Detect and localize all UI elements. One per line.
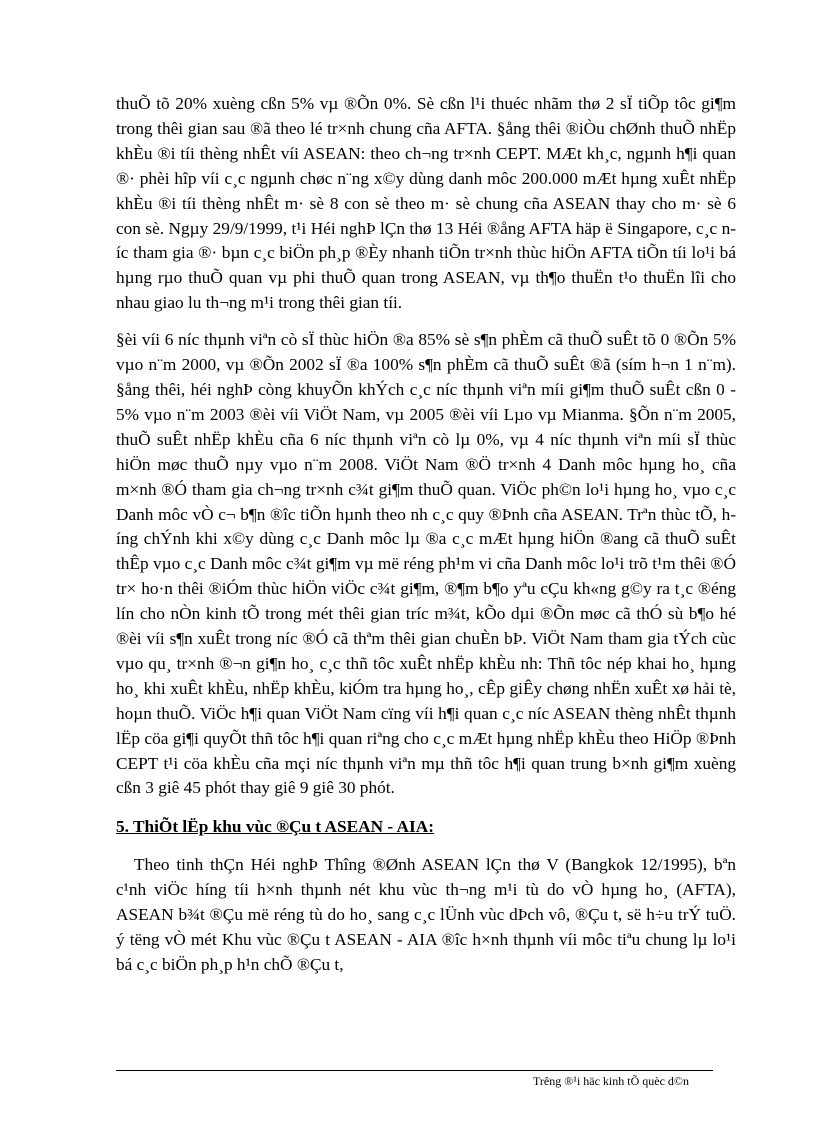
body-paragraph-2: §èi víi 6 níc thµnh viªn cò sÏ thùc hiÖn ®a 85% sè s¶n phÈm cã thuÕ suÊt tõ 0 ®Õn 5% vµo n¨m 2000, vµ ®Õn 2002 sÏ ®a 100% s¶n phÈm cã thuÕ suÊt ®ã (sím h¬n 1 n¨m). §ång thêi, héi nghÞ còng khuyÕn khÝch c¸c níc thµnh viªn míi gi¶m thuÕ suÊt cßn 0 - 5% vµo n¨m 2003 ®èi víi ViÖt Nam, vµ 2005 ®èi víi Lµo vµ Mianma. §Õn n¨m 2005, thuÕ suÊt nhËp khÈu cña 6 níc thµnh viªn cò lµ 0%, vµ 4 níc thµnh viªn míi sÏ thùc hiÖn møc thuÕ nµy vµo n¨m 2008. ViÖt Nam ®Ö tr×nh 4 Danh môc hµng ho¸ cña m×nh ®Ó tham gia ch¬ng tr×nh c¾t gi¶m thuÕ quan. ViÖc ph©n lo¹i hµng ho¸ vµo c¸c Danh môc vÒ c¬ b¶n ®îc tiÕn hµnh theo nh c¸c quy ®Þnh cña ASEAN. Trªn thùc tÕ, híng chÝnh khi x©y dùng c¸c Danh môc lµ ®a c¸c mÆt hµng hiÖn ®ang cã thuÕ suÊt thÊp vµo c¸c Danh môc c¾t gi¶m vµ më réng ph¹m vi cña Danh môc lo¹i trõ t¹m thêi ®Ó tr× ho·n thêi ®iÓm thùc hiÖn viÖc c¾t gi¶m, ®¶m b¶o yªu cÇu kh«ng g©y ra t¸c ®éng lín cho nÒn kinh tÕ trong mét thêi gian tríc m¾t, kÕo dµi ®Õn møc cã thÓ sù b¶o hé ®èi víi s¶n xuÊt trong níc ®Ó cã thªm thêi gian chuÈn bÞ. ViÖt Nam tham gia tÝch cùc vµo qu¸ tr×nh ®¬n gi¶n ho¸ c¸c thñ tôc xuÊt nhËp khÈu nh: Thñ tôc nép khai ho¸ hµng ho¸ khi xuÊt khÈu, nhËp khÈu, kiÓm tra hµng ho¸, cÊp giÊy chøng nhËn xuÊt xø hải tè, hoµn thuÕ. ViÖc h¶i quan ViÖt Nam cïng víi h¶i quan c¸c níc ASEAN thèng nhÊt thµnh lËp cöa gi¶i quyÕt thñ tôc h¶i quan riªng cho c¸c mÆt hµng nhËp khÈu theo HiÖp ®Þnh CEPT t¹i cöa khÈu cña mçi níc thµnh viªn mµ thñ tôc h¶i quan trung b×nh gi¶m xuèng cßn 3 giê 45 phót thay giê 9 giê 30 phót. bbox=[116, 330, 736, 798]
body-paragraph-1: thuÕ tõ 20% xuèng cßn 5% vµ ®Õn 0%. Sè cßn l¹i thuéc nhãm thø 2 sÏ tiÕp tôc gi¶m trong thêi gian sau ®ã theo lé tr×nh chung cña AFTA. §ång thêi ®iÒu chØnh thuÕ nhËp khÈu ®i tíi thèng nhÊt víi ASEAN: theo ch¬ng tr×nh CEPT. MÆt kh¸c, ngµnh h¶i quan ®· phèi hîp víi c¸c ngµnh chøc n¨ng x©y dùng danh môc 200.000 mÆt hµng xuÊt nhËp khÈu ®i tíi thèng nhÊt m· sè 8 con sè theo m· sè chung cña ASEAN thay cho m· sè 6 con sè. Ngµy 29/9/1999, t¹i Héi nghÞ lÇn thø 13 Héi ®ång AFTA häp ë Singapore, c¸c níc tham gia ®· bµn c¸c biÖn ph¸p ®Èy nhanh tiÕn tr×nh thùc hiÖn AFTA tiÕn tíi lo¹i bá hµng rµo thuÕ quan vµ phi thuÕ quan trong ASEAN, vµ th¶o thuËn t¹o thuËn lîi cho nhau giao lu th¬ng m¹i trong thêi gian tíi. bbox=[116, 94, 736, 313]
footer-text: Trêng ®¹i häc kinh tÕ quèc d©n bbox=[533, 1074, 690, 1088]
section-paragraph: Theo tinh thÇn Héi nghÞ Thîng ®Ønh ASEAN lÇn thø V (Bangkok 12/1995), bªn c¹nh viÖc híng tíi h×nh thµnh nét khu vùc th¬ng m¹i tù do vÒ hµng ho¸ (AFTA), ASEAN b¾t ®Çu më réng tù do ho¸ sang c¸c lÜnh vùc dÞch vô, ®Çu t, së h÷u trÝ tuÖ. ý tëng vÒ mét Khu vùc ®Çu t ASEAN - AIA ®îc h×nh thµnh víi môc tiªu chung lµ lo¹i bá c¸c biÖn ph¸p h¹n chÕ ®Çu t, bbox=[116, 855, 736, 974]
page-content bbox=[116, 92, 736, 978]
footer-divider bbox=[116, 1070, 713, 1071]
section-heading: 5. ThiÕt lËp khu vùc ®Çu t ASEAN - AIA: bbox=[116, 817, 434, 837]
